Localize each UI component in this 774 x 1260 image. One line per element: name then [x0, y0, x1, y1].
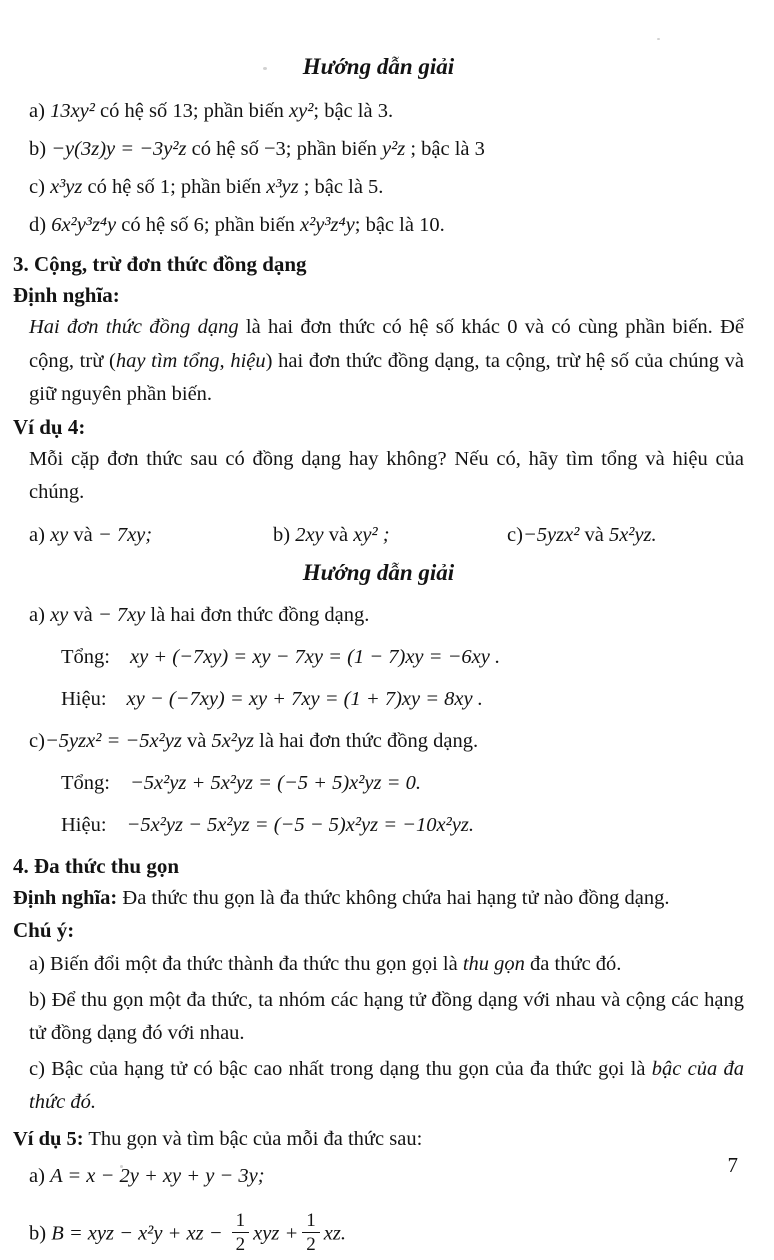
item-text: và — [323, 523, 354, 546]
math-expression: xy − (−7xy) = xy + 7xy = (1 + 7)xy = 8xy . — [126, 687, 483, 710]
definition-text: Đa thức thu gọn là đa thức không chứa hai hạng tử nào đồng dạng. — [117, 886, 670, 909]
solution1-item-c — [29, 168, 744, 206]
fraction-numerator: 1 — [302, 1210, 320, 1233]
item-label: a) — [29, 100, 45, 122]
item-label: c) — [29, 176, 45, 198]
question-paragraph: Mỗi cặp đơn thức sau có đồng dạng hay không? Nếu có, hãy tìm tổng và hiệu của chúng. — [29, 447, 744, 503]
item-text: ; bậc là 3 — [405, 138, 485, 160]
item-label: a) — [29, 603, 45, 626]
item-text: ; bậc là 3. — [313, 100, 394, 122]
diff-line-c — [61, 804, 744, 846]
math-expression: 5x²yz. — [608, 523, 657, 546]
solution1-item-d — [29, 206, 744, 244]
item-text: và — [68, 603, 98, 626]
definition-text: ) hai đơn thức đồng dạng, ta cộng, trừ hệ số của chúng và giữ nguyên phần biến. — [29, 349, 744, 405]
fraction-numerator: 1 — [232, 1210, 250, 1233]
math-expression: 6x²y³z⁴y — [51, 214, 117, 236]
math-expression: xz. — [323, 1222, 346, 1245]
math-expression: A = x − 2y + xy + y − 3y; — [50, 1165, 265, 1187]
math-expression: xy² — [289, 100, 314, 122]
math-expression: xy² ; — [353, 523, 390, 546]
solution2-heading: Hướng dẫn giải — [302, 559, 455, 585]
math-expression: xyz + — [253, 1222, 299, 1245]
item-text: là hai đơn thức đồng dạng. — [254, 729, 479, 752]
math-expression: −y(3z)y = −3y²z — [51, 138, 187, 160]
definition-line — [13, 882, 744, 916]
math-expression: 5x²yz — [211, 729, 255, 752]
section4-heading: 4. Đa thức thu gọn — [13, 853, 180, 878]
solution2-line-a — [29, 594, 744, 636]
definition-term: Hai đơn thức đồng dạng — [29, 316, 239, 338]
item-label: c) — [29, 729, 45, 752]
item-label: b) — [29, 1222, 47, 1245]
item-label: b) — [273, 523, 291, 546]
fraction-denominator: 2 — [235, 1234, 246, 1256]
note-text: đa thức đó. — [524, 953, 622, 975]
solution1-item-a — [29, 92, 744, 130]
vidu4-label: Ví dụ 4: — [13, 414, 86, 439]
math-expression: 2xy — [295, 523, 324, 546]
note-a — [29, 948, 744, 982]
diff-line-a — [61, 678, 744, 720]
note-c — [29, 1053, 744, 1120]
math-expression: y²z — [381, 138, 406, 160]
equation-a — [29, 1156, 744, 1196]
math-expression: x³yz — [50, 176, 83, 198]
vidu5-text: Thu gọn và tìm bậc của mỗi đa thức sau: — [83, 1127, 423, 1150]
operation-label: Hiệu: — [61, 813, 107, 836]
item-label: b) — [29, 138, 47, 160]
emphasized-term: bậc của đa thức đó. — [29, 1057, 745, 1113]
dinh-nghia-label: Định nghĩa: — [13, 886, 118, 909]
operation-label: Tổng: — [61, 771, 110, 794]
fraction-denominator: 2 — [306, 1234, 316, 1256]
section3-heading: 3. Cộng, trừ đơn thức đồng dạng — [13, 252, 307, 276]
math-expression: B = xyz − x²y + xz − — [51, 1222, 228, 1245]
scan-speck — [657, 38, 660, 40]
item-text: có hệ số 6; phần biến — [116, 214, 301, 236]
emphasized-term: thu gọn — [462, 953, 525, 975]
definition-text: là hai đơn thức có hệ số khác 0 và có cùng phần biến. Để cộng, trừ ( — [29, 316, 744, 372]
sum-line-a — [61, 636, 744, 678]
math-expression: xy — [50, 603, 69, 626]
math-expression: xy + (−7xy) = xy − 7xy = (1 − 7)xy = −6xy . — [129, 645, 501, 668]
definition-paragraph — [29, 311, 744, 412]
math-expression: −5x²yz − 5x²yz = (−5 − 5)x²yz = −10x²yz. — [126, 813, 474, 836]
pair-c — [507, 518, 657, 552]
solution1-heading: Hướng dẫn giải — [302, 54, 455, 79]
equation-b — [29, 1210, 744, 1260]
item-text: ; bậc là 10. — [354, 214, 445, 236]
item-label: d) — [29, 214, 47, 236]
scan-speck — [263, 67, 267, 70]
item-label: a) — [29, 523, 45, 546]
math-expression: 13xy² — [50, 100, 95, 122]
scan-speck — [120, 1165, 123, 1168]
note-text: c) Bậc của hạng tử có bậc cao nhất trong dạng thu gọn của đa thức gọi là — [29, 1057, 652, 1080]
dinh-nghia-label: Định nghĩa: — [13, 283, 120, 307]
math-expression: −5x²yz + 5x²yz = (−5 + 5)x²yz = 0. — [129, 771, 421, 794]
item-text: có hệ số 1; phần biến — [82, 176, 267, 198]
solution1-item-b — [29, 130, 744, 168]
math-expression: x³yz — [266, 176, 299, 198]
sum-line-c — [61, 762, 744, 804]
item-label: c) — [507, 523, 523, 546]
item-label: a) — [29, 1165, 45, 1187]
pair-b — [273, 518, 507, 552]
item-text: là hai đơn thức đồng dạng. — [145, 603, 370, 626]
math-expression: − 7xy; — [97, 523, 153, 546]
fraction — [302, 1210, 320, 1256]
solution2-line-c — [29, 720, 744, 762]
note-text: a) Biến đổi một đa thức thành đa thức thu gọn gọi là — [29, 953, 463, 975]
pair-a — [29, 518, 273, 552]
item-text: có hệ số −3; phần biến — [186, 138, 382, 160]
operation-label: Tổng: — [61, 645, 110, 668]
math-expression: xy — [50, 523, 69, 546]
item-text: và — [181, 729, 212, 752]
operation-label: Hiệu: — [61, 687, 107, 710]
vidu5-line — [13, 1123, 744, 1157]
item-text: và — [68, 523, 98, 546]
math-expression: −5yzx² = −5x²yz — [44, 729, 182, 752]
definition-term: hay tìm tổng, hiệu — [115, 349, 266, 372]
vidu5-label: Ví dụ 5: — [13, 1127, 84, 1150]
item-text: và — [579, 523, 609, 546]
item-text: ; bậc là 5. — [298, 176, 384, 198]
math-expression: x²y³z⁴y — [300, 214, 355, 236]
item-text: có hệ số 13; phần biến — [94, 100, 290, 122]
math-expression: − 7xy — [97, 603, 146, 626]
chu-y-label: Chú ý: — [13, 918, 75, 942]
math-expression: −5yzx² — [522, 523, 580, 546]
note-b: b) Để thu gọn một đa thức, ta nhóm các hạng tử đồng dạng với nhau và cộng các hạng tử đồng dạng đó với nhau. — [29, 988, 744, 1044]
pairs-row — [29, 518, 744, 552]
fraction — [232, 1210, 250, 1256]
page-number: 7 — [727, 1153, 738, 1177]
